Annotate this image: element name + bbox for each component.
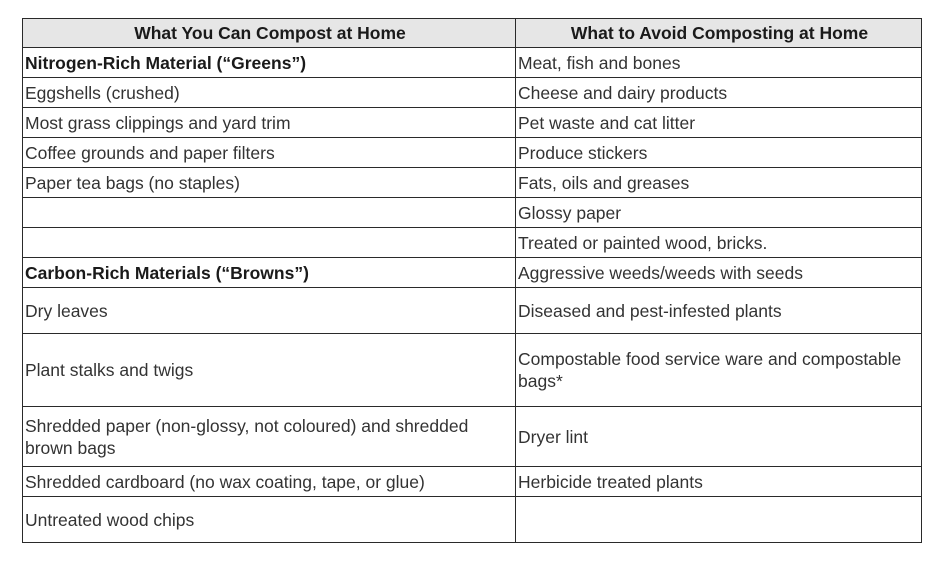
avoid-item: Pet waste and cat litter: [516, 108, 922, 138]
table-row: [23, 48, 922, 78]
avoid-item: Dryer lint: [516, 407, 922, 467]
avoid-item: Diseased and pest-infested plants: [516, 288, 922, 334]
header-avoid-composting: What to Avoid Composting at Home: [516, 19, 922, 48]
compost-item-empty: [23, 228, 516, 258]
compost-item: Paper tea bags (no staples): [23, 168, 516, 198]
table-row: [23, 334, 922, 407]
table-row: [23, 198, 922, 228]
section-heading-greens: Nitrogen-Rich Material (“Greens”): [23, 48, 516, 78]
avoid-item: Aggressive weeds/weeds with seeds: [516, 258, 922, 288]
table-row: [23, 228, 922, 258]
header-row: [23, 19, 922, 48]
table-row: [23, 467, 922, 497]
compost-item-empty: [23, 198, 516, 228]
avoid-item: Treated or painted wood, bricks.: [516, 228, 922, 258]
avoid-item: Meat, fish and bones: [516, 48, 922, 78]
section-heading-browns: Carbon-Rich Materials (“Browns”): [23, 258, 516, 288]
avoid-item: Fats, oils and greases: [516, 168, 922, 198]
avoid-item: Cheese and dairy products: [516, 78, 922, 108]
compost-item: Shredded paper (non-glossy, not coloured) and shredded brown bags: [23, 407, 516, 467]
avoid-item: Produce stickers: [516, 138, 922, 168]
avoid-item-empty: [516, 497, 922, 543]
table-row: [23, 288, 922, 334]
table-row: [23, 258, 922, 288]
table-row: [23, 108, 922, 138]
header-can-compost: What You Can Compost at Home: [23, 19, 516, 48]
compost-item: Shredded cardboard (no wax coating, tape, or glue): [23, 467, 516, 497]
table-row: [23, 407, 922, 467]
compost-item: Plant stalks and twigs: [23, 334, 516, 407]
compost-item: Untreated wood chips: [23, 497, 516, 543]
compost-table: [22, 18, 922, 543]
compost-item: Coffee grounds and paper filters: [23, 138, 516, 168]
table-row: [23, 138, 922, 168]
avoid-item: Glossy paper: [516, 198, 922, 228]
avoid-item: Herbicide treated plants: [516, 467, 922, 497]
compost-item: Eggshells (crushed): [23, 78, 516, 108]
compost-item: Most grass clippings and yard trim: [23, 108, 516, 138]
avoid-item: Compostable food service ware and compostable bags*: [516, 334, 922, 407]
table-row: [23, 497, 922, 543]
compost-item: Dry leaves: [23, 288, 516, 334]
table-row: [23, 78, 922, 108]
table-row: [23, 168, 922, 198]
